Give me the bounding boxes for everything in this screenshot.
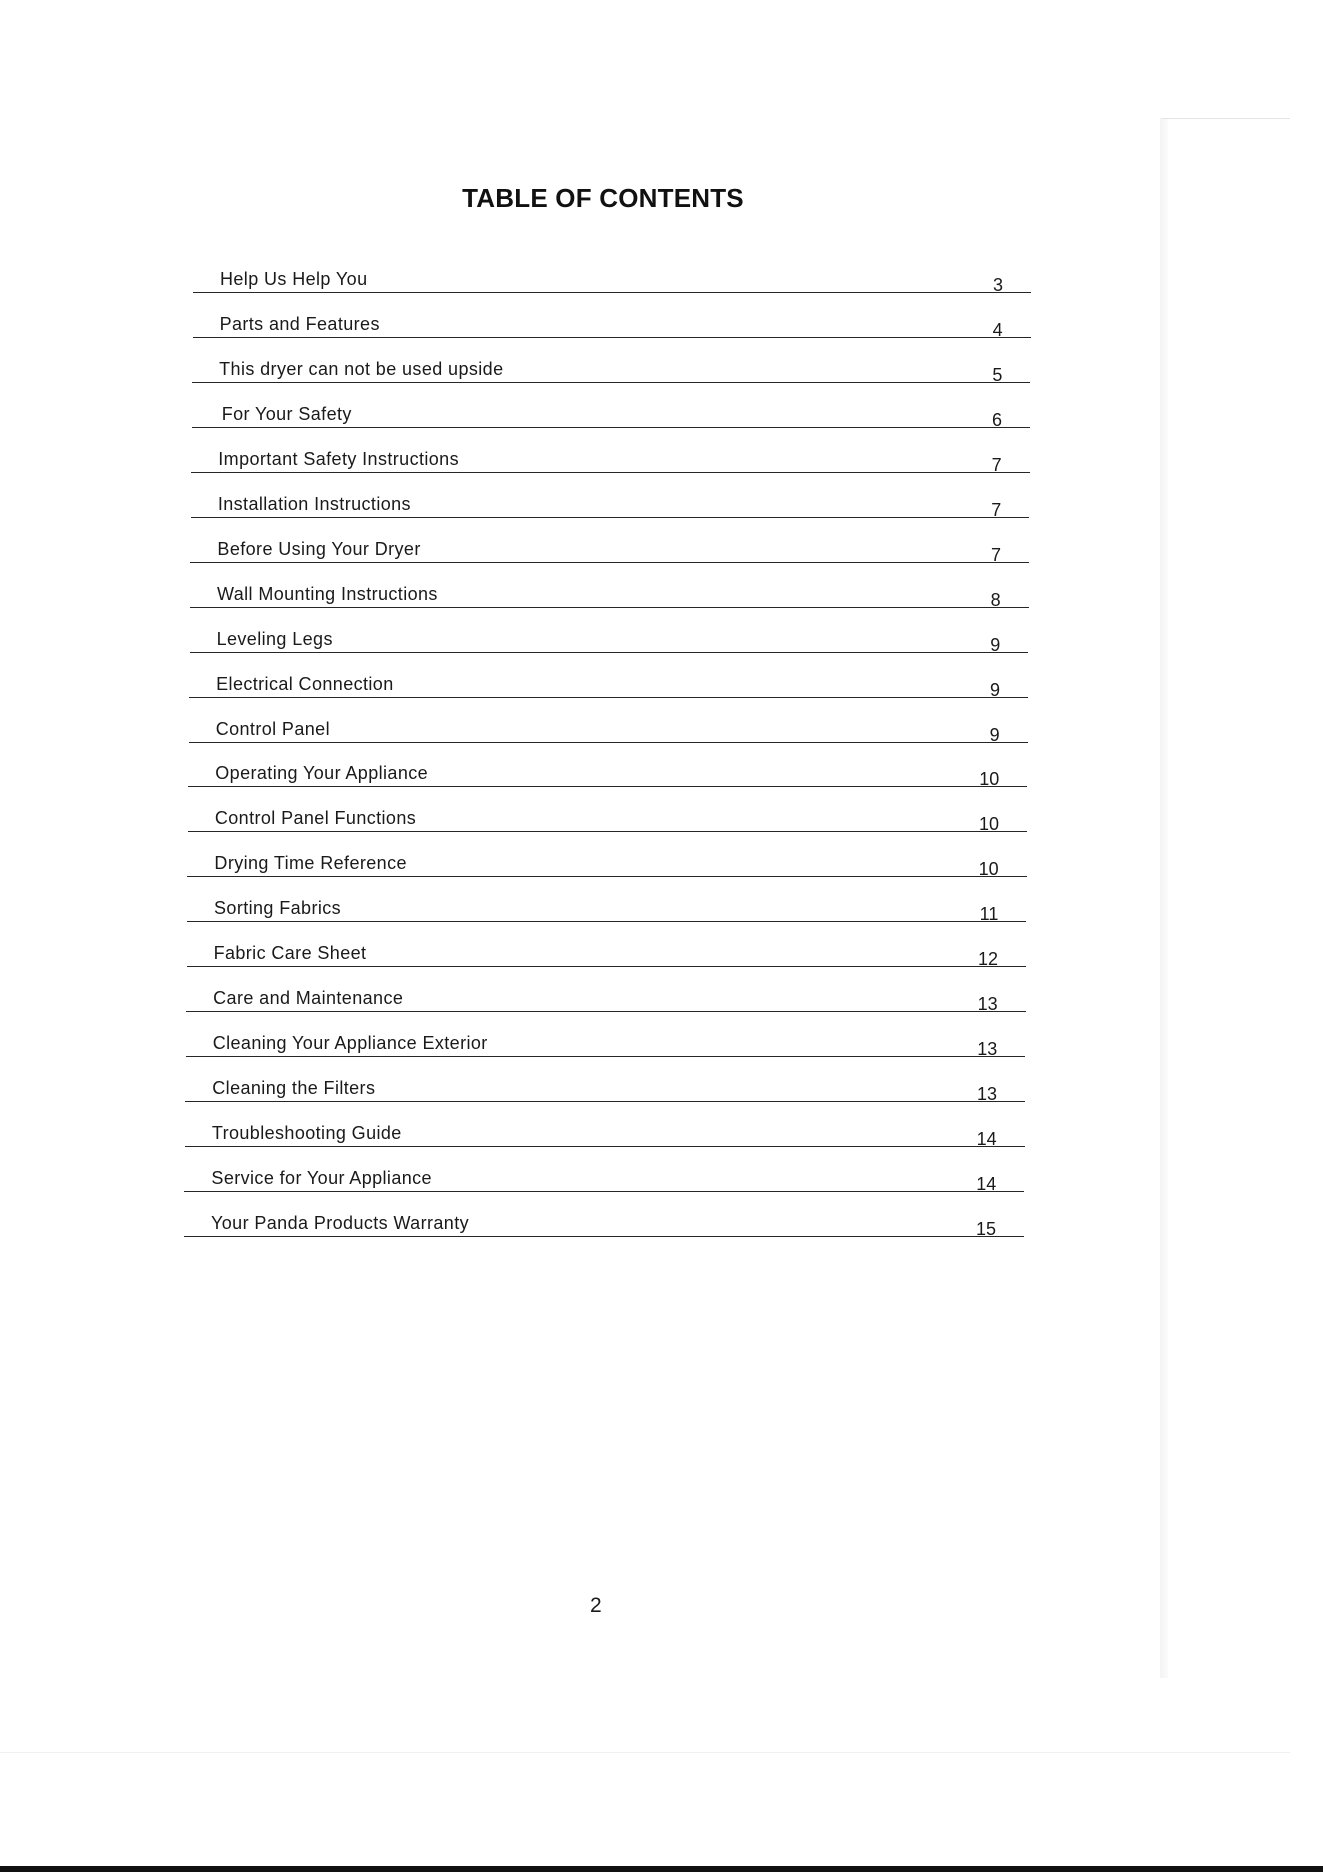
toc-row xyxy=(189,708,1028,743)
toc-row xyxy=(188,752,1027,790)
toc-entry-label: Fabric Care Sheet xyxy=(213,943,367,964)
toc-entry-page: 6 xyxy=(991,409,1002,430)
toc-entry-label: Troubleshooting Guide xyxy=(211,1123,402,1144)
toc-entry-label: Drying Time Reference xyxy=(214,853,407,874)
toc-entry-page: 13 xyxy=(976,1084,997,1105)
toc-entry-page: 7 xyxy=(990,544,1001,565)
toc-entry-page: 3 xyxy=(992,275,1003,295)
toc-entry-page: 12 xyxy=(977,949,998,970)
toc-entry-page: 13 xyxy=(977,1039,998,1060)
toc-entry-label: Important Safety Instructions xyxy=(218,448,459,469)
toc-row xyxy=(189,663,1028,698)
toc-entry-page: 9 xyxy=(989,724,1000,745)
toc-entry-label: Before Using Your Dryer xyxy=(217,538,421,559)
toc-entry-label: This dryer can not be used upside xyxy=(219,358,504,379)
toc-row xyxy=(191,483,1029,518)
toc-entry-label: Parts and Features xyxy=(219,313,380,334)
toc-entry-label: Cleaning Your Appliance Exterior xyxy=(212,1033,488,1054)
toc-entry-page: 8 xyxy=(990,589,1001,610)
toc-entry-label: Wall Mounting Instructions xyxy=(217,583,438,604)
toc-entry-label: Cleaning the Filters xyxy=(212,1078,376,1099)
toc-entry-label: Service for Your Appliance xyxy=(211,1168,432,1189)
toc-entry-label: Help Us Help You xyxy=(220,269,368,289)
toc-entry-page: 13 xyxy=(977,994,998,1015)
toc-entry-label: Control Panel Functions xyxy=(214,808,417,829)
toc-row xyxy=(186,1022,1026,1060)
scan-bottom-edge xyxy=(0,1866,1323,1872)
toc-entry-label: Care and Maintenance xyxy=(213,988,404,1009)
toc-entry-label: Electrical Connection xyxy=(216,673,394,694)
toc-row xyxy=(192,348,1030,383)
toc-entry-page: 9 xyxy=(989,679,1000,700)
toc-entry-label: Your Panda Products Warranty xyxy=(211,1213,469,1233)
toc-entry-page: 7 xyxy=(991,499,1002,520)
toc-row xyxy=(188,797,1027,835)
toc-entry-label: For Your Safety xyxy=(221,403,352,424)
toc-row xyxy=(192,393,1030,428)
toc-entry-page: 11 xyxy=(979,904,999,925)
toc-row xyxy=(190,528,1029,563)
toc-entry-page: 9 xyxy=(990,634,1001,655)
toc-row xyxy=(193,303,1031,338)
toc-row xyxy=(184,1157,1024,1195)
toc-entry-label: Installation Instructions xyxy=(217,493,411,514)
toc-entry-page: 10 xyxy=(978,814,999,835)
toc-row xyxy=(184,1202,1024,1237)
toc-entry-label: Operating Your Appliance xyxy=(215,763,429,784)
toc-row xyxy=(187,887,1026,925)
toc-row xyxy=(187,842,1026,880)
toc-row xyxy=(185,1067,1025,1105)
toc-entry-page: 4 xyxy=(992,319,1003,340)
toc-entry-page: 10 xyxy=(978,859,999,880)
toc-row xyxy=(186,977,1026,1015)
page-title: TABLE OF CONTENTS xyxy=(462,183,744,213)
toc-entry-page: 5 xyxy=(992,364,1003,385)
toc-entry-label: Leveling Legs xyxy=(216,628,333,649)
page-number: 2 xyxy=(590,1594,602,1617)
toc-entry-page: 10 xyxy=(979,769,1000,790)
toc-entry-label: Control Panel xyxy=(215,718,330,739)
toc-entry-label: Sorting Fabrics xyxy=(214,898,342,919)
toc-entry-page: 7 xyxy=(991,454,1002,475)
toc-row xyxy=(187,932,1026,970)
toc-row xyxy=(193,258,1031,293)
toc-entry-page: 15 xyxy=(975,1219,996,1239)
scan-edge-bottom xyxy=(0,1752,1290,1753)
toc-row xyxy=(191,438,1029,473)
toc-entry-page: 14 xyxy=(976,1129,997,1150)
toc-entry-page: 14 xyxy=(976,1174,997,1195)
toc-row xyxy=(190,573,1029,608)
toc-row xyxy=(190,618,1029,653)
toc-row xyxy=(185,1112,1025,1150)
